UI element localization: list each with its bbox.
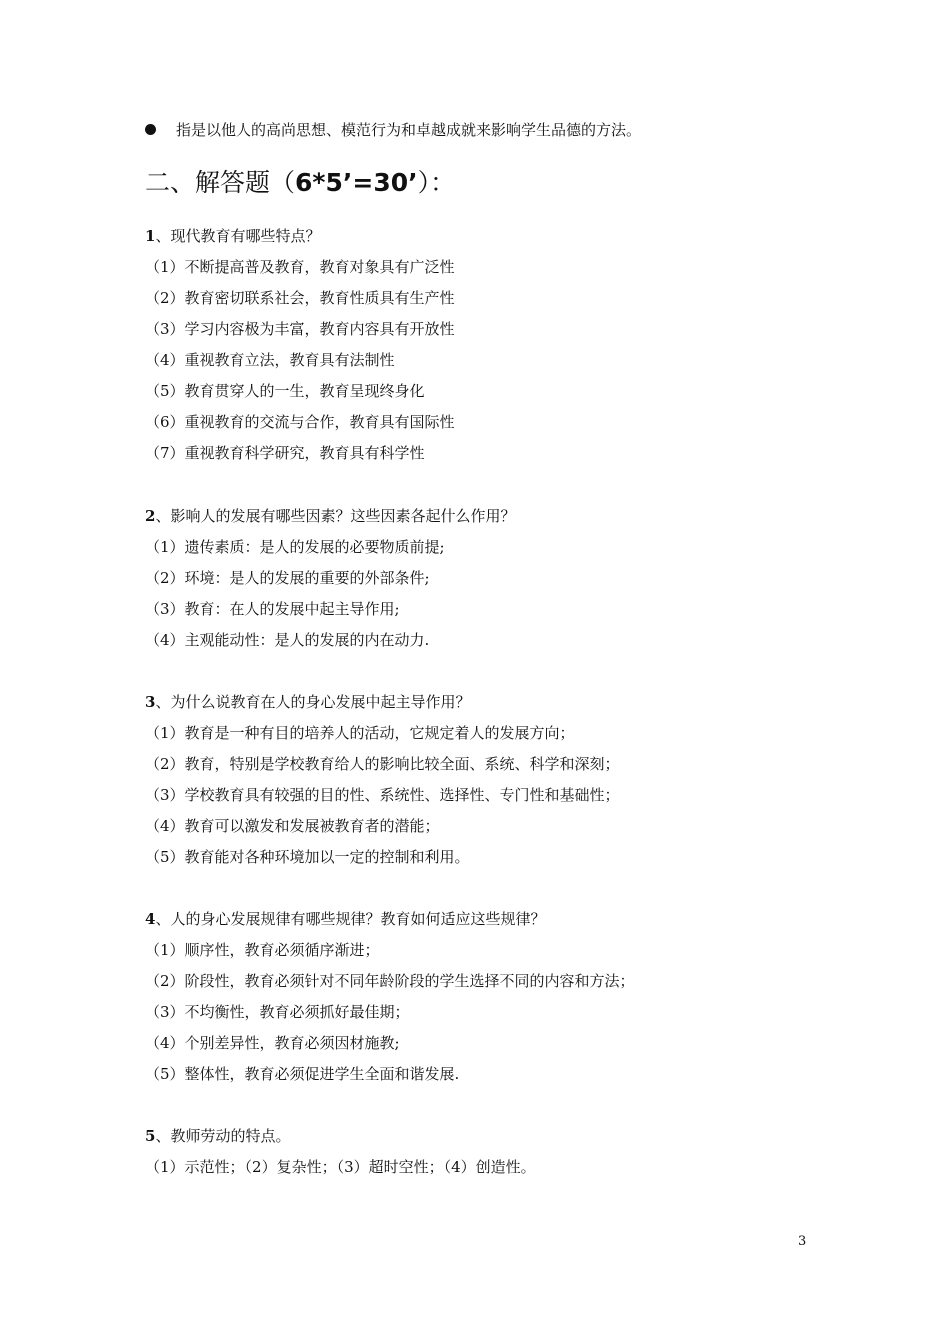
question-title xyxy=(145,1121,825,1152)
section-heading-suffix: ）： xyxy=(417,168,456,197)
question-number: 4 xyxy=(145,910,156,928)
answer-line: （4）教育可以激发和发展被教育者的潜能； xyxy=(145,817,440,835)
question-3 xyxy=(145,687,825,873)
question-number: 3 xyxy=(145,693,156,711)
section-heading-prefix: 二、解答题（ xyxy=(145,168,296,197)
answer-line: （2）阶段性，教育必须针对不同年龄阶段的学生选择不同的内容和方法； xyxy=(145,972,635,990)
answer-line: （4）个别差异性，教育必须因材施教; xyxy=(145,1034,400,1052)
answer-line: （3）教育：在人的发展中起主导作用; xyxy=(145,600,400,618)
question-number: 1 xyxy=(145,227,156,245)
question-title xyxy=(145,904,825,935)
question-text: 、教师劳动的特点。 xyxy=(155,1127,291,1145)
answer-line: （1）遗传素质：是人的发展的必要物质前提; xyxy=(145,538,445,556)
section-heading xyxy=(145,165,455,201)
answer-line: （2）教育密切联系社会，教育性质具有生产性 xyxy=(145,289,455,307)
answer-line: （6）重视教育的交流与合作，教育具有国际性 xyxy=(145,413,455,431)
question-title xyxy=(145,221,825,252)
answer-line: （3）不均衡性，教育必须抓好最佳期； xyxy=(145,1003,410,1021)
question-text: 、人的身心发展规律有哪些规律？教育如何适应这些规律？ xyxy=(155,910,546,928)
question-2 xyxy=(145,501,825,656)
question-title xyxy=(145,501,825,532)
section-heading-score: 6*5’=30’ xyxy=(295,168,418,197)
question-4 xyxy=(145,904,825,1090)
answer-line: （3）学习内容极为丰富，教育内容具有开放性 xyxy=(145,320,455,338)
question-5 xyxy=(145,1121,825,1183)
answer-line: （1）教育是一种有目的培养人的活动，它规定着人的发展方向； xyxy=(145,724,575,742)
question-text: 、为什么说教育在人的身心发展中起主导作用？ xyxy=(155,693,471,711)
answer-line: （5）教育贯穿人的一生，教育呈现终身化 xyxy=(145,382,425,400)
question-title xyxy=(145,687,825,718)
answer-line: （5）教育能对各种环境加以一定的控制和利用。 xyxy=(145,848,470,866)
answer-line: （1）示范性；（2）复杂性；（3）超时空性；（4）创造性。 xyxy=(145,1158,536,1176)
answer-line: （1）顺序性，教育必须循序渐进； xyxy=(145,941,380,959)
answer-line: （2）环境：是人的发展的重要的外部条件; xyxy=(145,569,430,587)
bullet-item xyxy=(145,119,641,141)
question-text: 、影响人的发展有哪些因素？这些因素各起什么作用？ xyxy=(155,507,516,525)
page-number: 3 xyxy=(798,1234,807,1249)
answer-line: （3）学校教育具有较强的目的性、系统性、选择性、专门性和基础性； xyxy=(145,786,620,804)
answer-line: （4）主观能动性：是人的发展的内在动力. xyxy=(145,631,430,649)
bullet-text: 指是以他人的高尚思想、模范行为和卓越成就来影响学生品德的方法。 xyxy=(176,121,642,139)
question-number: 5 xyxy=(145,1127,156,1145)
answer-line: （5）整体性，教育必须促进学生全面和谐发展. xyxy=(145,1065,460,1083)
question-1 xyxy=(145,221,825,469)
bullet-dot-icon xyxy=(145,124,156,135)
answer-line: （4）重视教育立法，教育具有法制性 xyxy=(145,351,395,369)
question-text: 、现代教育有哪些特点？ xyxy=(155,227,321,245)
answer-line: （7）重视教育科学研究，教育具有科学性 xyxy=(145,444,425,462)
answer-line: （1）不断提高普及教育，教育对象具有广泛性 xyxy=(145,258,455,276)
question-number: 2 xyxy=(145,507,156,525)
answer-line: （2）教育，特别是学校教育给人的影响比较全面、系统、科学和深刻； xyxy=(145,755,620,773)
